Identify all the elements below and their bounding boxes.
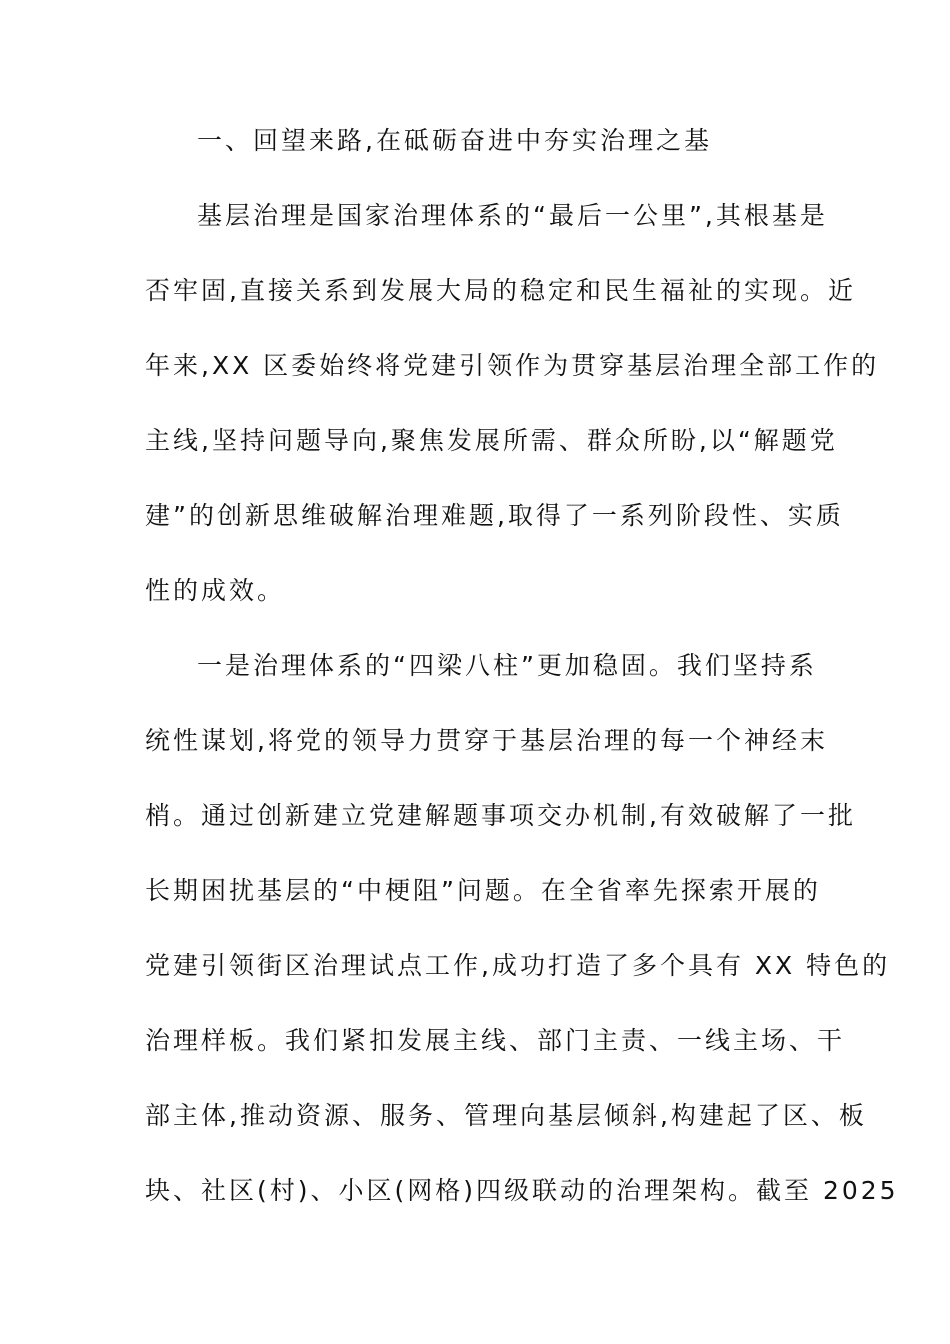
- paragraph-line: 一是治理体系的“四梁八柱”更加稳固。我们坚持系: [197, 651, 817, 680]
- paragraph-line: 治理样板。我们紧扣发展主线、部门主责、一线主场、干: [145, 1026, 846, 1055]
- paragraph-line: 否牢固,直接关系到发展大局的稳定和民生福祉的实现。近: [145, 276, 856, 305]
- paragraph-line: 统性谋划,将党的领导力贯穿于基层治理的每一个神经末: [145, 726, 828, 755]
- paragraph-line: 梢。通过创新建立党建解题事项交办机制,有效破解了一批: [145, 801, 856, 830]
- paragraph-line: 基层治理是国家治理体系的“最后一公里”,其根基是: [197, 201, 828, 230]
- paragraph-line: 部主体,推动资源、服务、管理向基层倾斜,构建起了区、板: [145, 1101, 867, 1130]
- paragraph-line: 长期困扰基层的“中梗阻”问题。在全省率先探索开展的: [145, 876, 821, 905]
- paragraph-line: 建”的创新思维破解治理难题,取得了一系列阶段性、实质: [145, 501, 844, 530]
- paragraph-line: 块、社区(村)、小区(网格)四级联动的治理架构。截至 2025: [145, 1176, 899, 1205]
- paragraph-line: 年来,XX 区委始终将党建引领作为贯穿基层治理全部工作的: [145, 351, 880, 380]
- paragraph-1: [145, 193, 880, 643]
- document-page: [145, 118, 899, 1243]
- heading-text: 一、回望来路,在砥砺奋进中夯实治理之基: [197, 126, 712, 155]
- paragraph-line: 党建引领街区治理试点工作,成功打造了多个具有 XX 特色的: [145, 951, 891, 980]
- paragraph-line: 性的成效。: [145, 576, 286, 605]
- paragraph-line: 主线,坚持问题导向,聚焦发展所需、群众所盼,以“解题党: [145, 426, 838, 455]
- section-heading: [145, 118, 805, 193]
- paragraph-2: [145, 643, 899, 1243]
